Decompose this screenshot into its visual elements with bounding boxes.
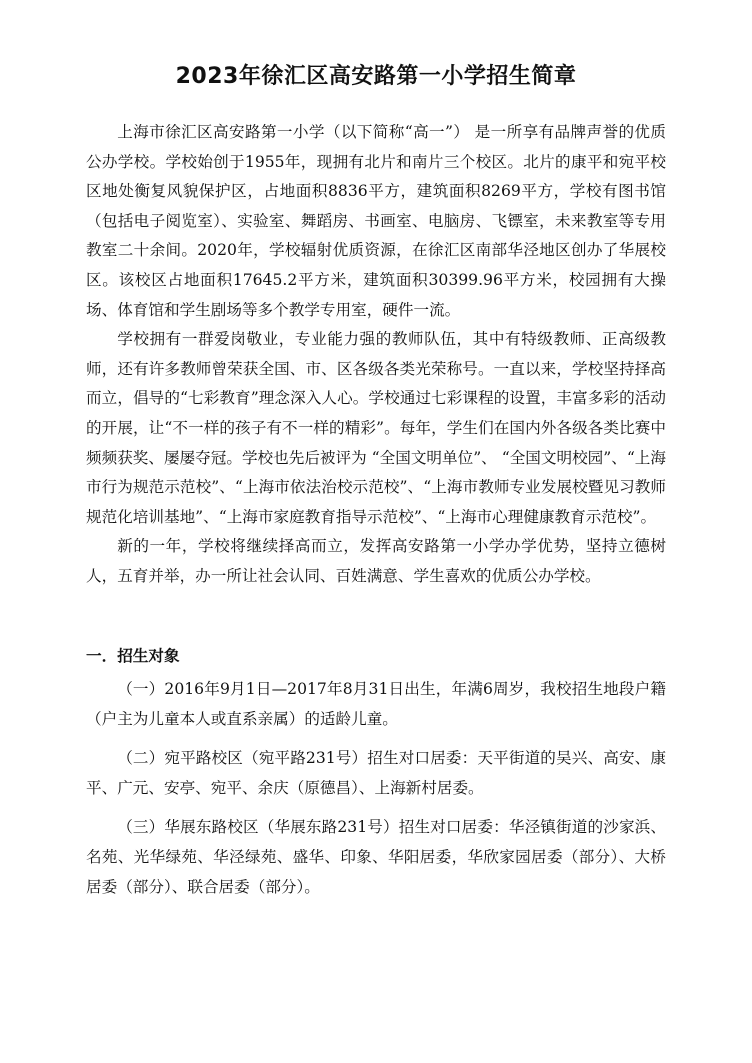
list-item: （一）2016年9月1日—2017年8月31日出生，年满6周岁，我校招生地段户籍（户主为儿童本人或直系亲属）的适龄儿童。: [86, 680, 666, 728]
intro-paragraph-3: 新的一年，学校将继续择高而立，发挥高安路第一小学办学优势，坚持立德树人，五育并举，办一所让社会认同、百姓满意、学生喜欢的优质公办学校。: [86, 537, 666, 585]
enrollment-targets-section: [86, 642, 666, 903]
section-heading: 一．招生对象: [86, 646, 180, 665]
list-item: （二）宛平路校区（宛平路231号）招生对口居委：天平街道的吴兴、高安、康平、广元、安亭、宛平、余庆（原德昌）、上海新村居委。: [86, 749, 666, 797]
list-item: （三）华展东路校区（华展东路231号）招生对口居委：华泾镇街道的沙家浜、名苑、光华绿苑、华泾绿苑、盛华、印象、华阳居委，华欣家园居委（部分）、大桥居委（部分）、联合居委（部分）。: [86, 818, 666, 896]
intro-section: [86, 118, 666, 592]
page-title: 2023年徐汇区高安路第一小学招生简章: [175, 64, 577, 89]
intro-paragraph-2: 学校拥有一群爱岗敬业，专业能力强的教师队伍，其中有特级教师、正高级教师，还有许多教师曾荣获全国、市、区各级各类光荣称号。一直以来，学校坚持择高而立，倡导的“七彩教育”理念深入人心。学校通过七彩课程的设置，丰富多彩的活动的开展，让“不一样的孩子有不一样的精彩”。每年，学生们在国内外各级各类比赛中频频获奖、屡屡夺冠。学校也先后被评为 “全国文明单位”、 “全国文明校园”、“上海市行为规范示范校”、“上海市依法治校示范校”、“上海市教师专业发展校暨见习教师规范化培训基地”、“上海市家庭教育指导示范校”、“上海市心理健康教育示范校”。: [86, 330, 666, 526]
intro-paragraph-1: 上海市徐汇区高安路第一小学（以下简称“高一”） 是一所享有品牌声誉的优质公办学校。学校始创于1955年，现拥有北片和南片三个校区。北片的康平和宛平校区地处衡复风貌保护区，占地面积8836平方，建筑面积8269平方，学校有图书馆（包括电子阅览室）、实验室、舞蹈房、书画室、电脑房、飞镖室，未来教室等专用教室二十余间。2020年，学校辐射优质资源，在徐汇区南部华泾地区创办了华展校区。该校区占地面积17645.2平方米，建筑面积30399.96平方米，校园拥有大操场、体育馆和学生剧场等多个教学专用室，硬件一流。: [86, 123, 666, 319]
